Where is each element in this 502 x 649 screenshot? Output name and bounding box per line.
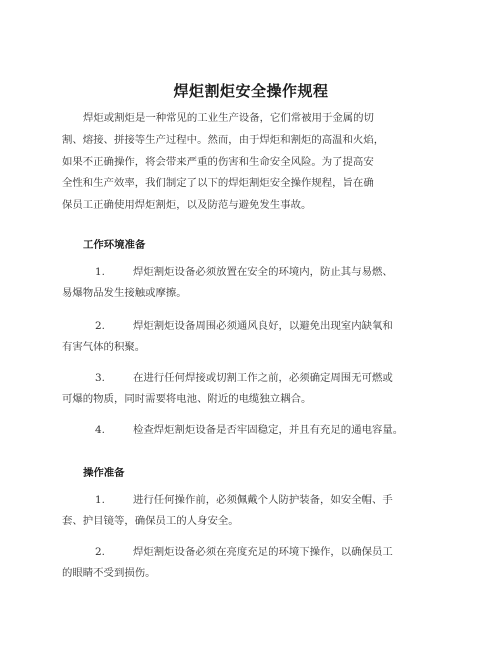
list-item	[62, 368, 462, 409]
item-text: 焊炬割炬设备周围必须通风良好，以避免出现室内缺氧和	[133, 320, 393, 332]
item-text: 可爆的物质，同时需要将电池、附近的电缆独立耦合。	[62, 392, 312, 405]
list-item	[62, 490, 462, 531]
list-item	[62, 420, 462, 441]
item-text: 检查焊炬割炬设备是否牢固稳定，并且有充足的通电容量。	[133, 424, 404, 436]
list-item	[62, 262, 462, 303]
item-number: 3.	[95, 372, 105, 384]
intro-paragraph	[62, 108, 452, 217]
item-text: 焊炬割炬设备必须在亮度充足的环境下操作，以确保员工	[133, 546, 393, 558]
item-number: 2.	[95, 546, 105, 558]
intro-line: 保员工正确使用焊炬割炬，以及防范与避免发生事故。	[62, 199, 312, 212]
document-title: 焊炬割炬安全操作规程	[173, 82, 329, 100]
item-number: 4.	[95, 424, 105, 436]
intro-line: 如果不正确操作，将会带来严重的伤害和生命安全风险。为了提高安	[62, 155, 374, 168]
list-item	[62, 316, 462, 357]
item-text: 有害气体的积聚。	[62, 340, 146, 353]
intro-line: 焊炬或割炬是一种常见的工业生产设备，它们常被用于金属的切	[83, 112, 374, 124]
item-number: 1.	[95, 266, 105, 278]
item-text: 进行任何操作前，必须佩戴个人防护装备，如安全帽、手	[133, 494, 393, 506]
item-text: 易爆物品发生接触或摩擦。	[62, 286, 187, 299]
item-number: 1.	[95, 494, 105, 506]
item-text: 在进行任何焊接或切割工作之前，必须确定周围无可燃或	[133, 372, 393, 384]
item-text: 焊炬割炬设备必须放置在安全的环境内，防止其与易燃、	[133, 266, 393, 278]
item-text: 的眼睛不受到损伤。	[62, 566, 156, 579]
item-number: 2.	[95, 320, 105, 332]
intro-line: 割、熔接、拼接等生产过程中。然而，由于焊炬和割炬的高温和火焰，	[62, 133, 385, 146]
item-text: 套、护目镜等，确保员工的人身安全。	[62, 514, 239, 527]
intro-line: 全性和生产效率，我们制定了以下的焊炬割炬安全操作规程，旨在确	[62, 177, 374, 190]
list-item	[62, 542, 462, 583]
section-heading: 工作环境准备	[83, 239, 146, 251]
section-heading: 操作准备	[83, 467, 125, 479]
